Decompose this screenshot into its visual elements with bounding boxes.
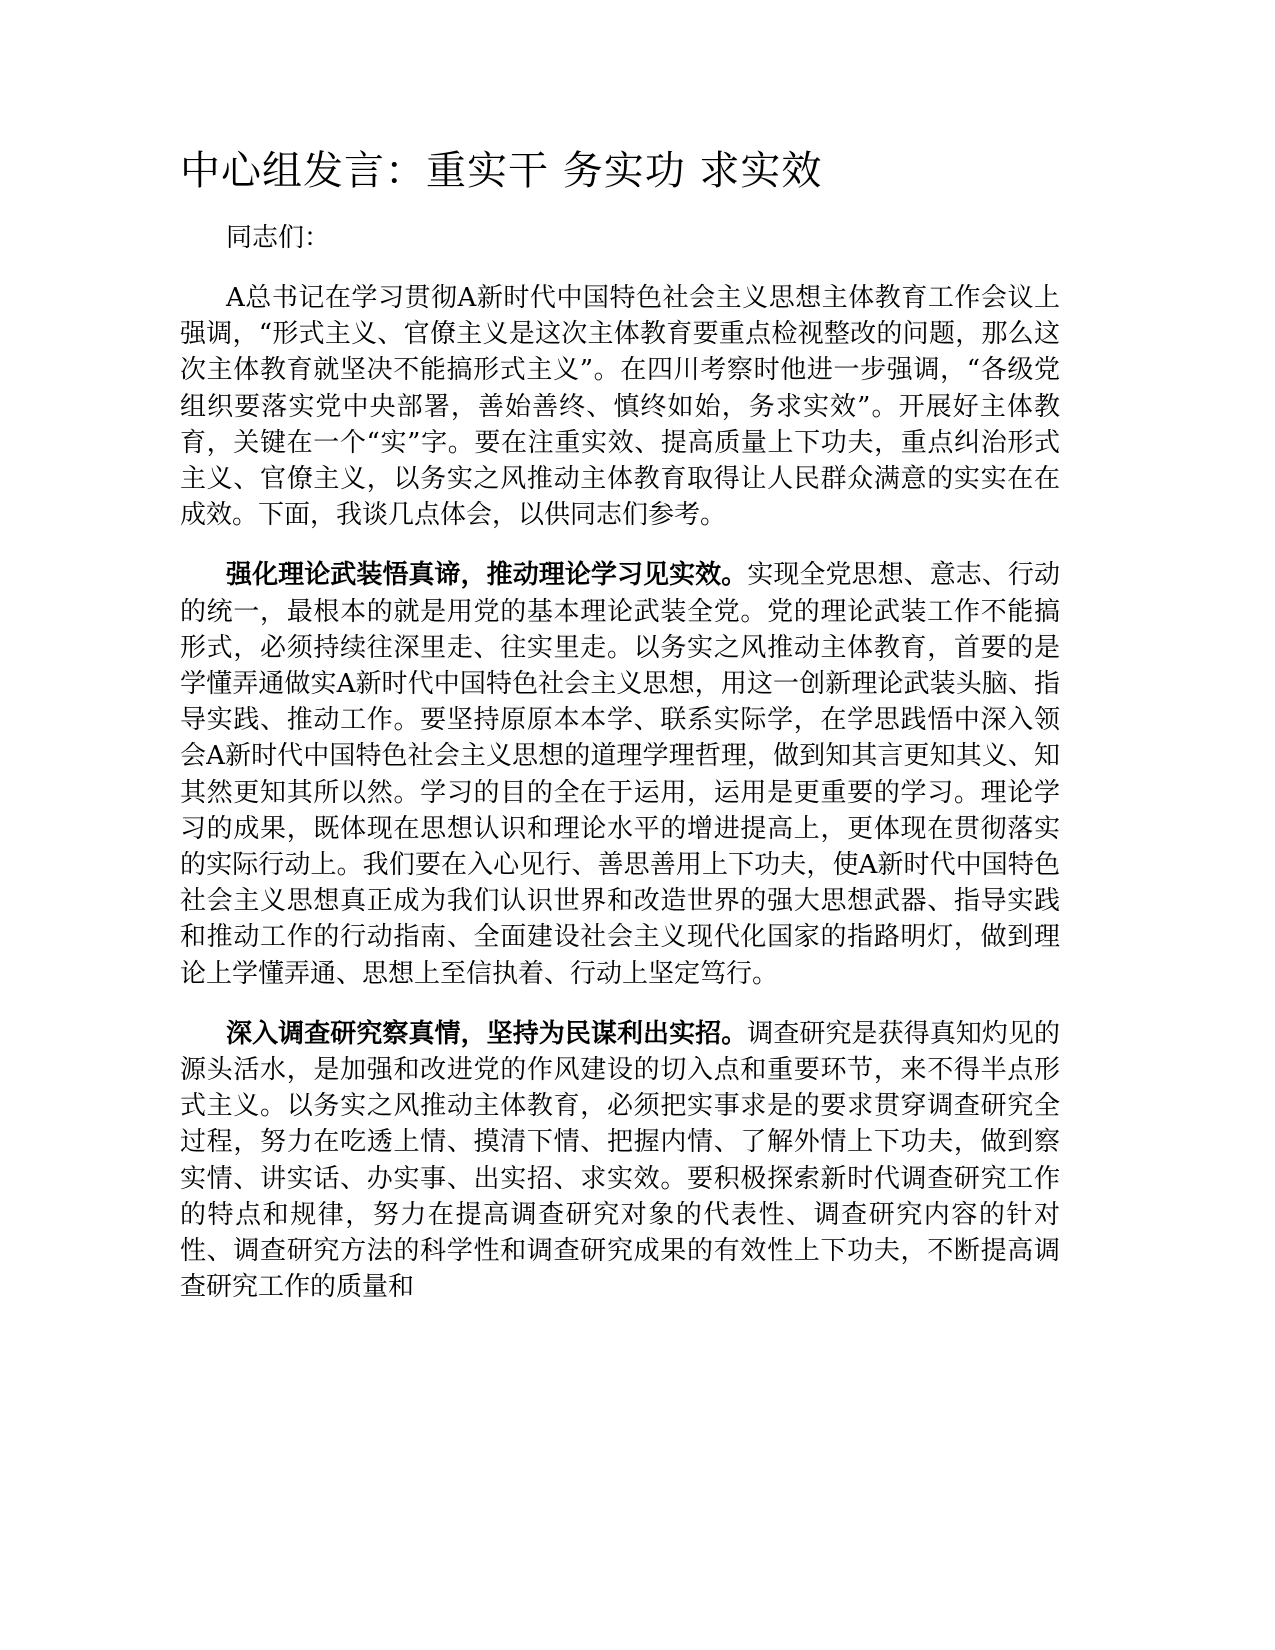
paragraph-text: 调查研究是获得真知灼见的源头活水，是加强和改进党的作风建设的切入点和重要环节，来不得半点形式主义。以务实之风推动主体教育，必须把实事求是的要求贯穿调查研究全过程，努力在吃透上情、摸清下情、把握内情、了解外情上下功夫，做到察实情、讲实话、办实事、出实招、求实效。要积极探索新时代调查研究工作的特点和规律，努力在提高调查研究对象的代表性、调查研究内容的针对性、调查研究方法的科学性和调查研究成果的有效性上下功夫，不断提高调查研究工作的质量和: [180, 1018, 1060, 1303]
paragraph-text: A总书记在学习贯彻A新时代中国特色社会主义思想主体教育工作会议上强调，“形式主义、官僚主义是这次主体教育要重点检视整改的问题，那么这次主体教育就坚决不能搞形式主义”。在四川考察时他进一步强调，“各级党组织要落实党中央部署，善始善终、慎终如始，务求实效”。开展好主体教育，关键在一个“实”字。要在注重实效、提高质量上下功夫，重点纠治形式主义、官僚主义，以务实之风推动主体教育取得让人民群众满意的实实在在成效。下面，我谈几点体会，以供同志们参考。: [180, 283, 1060, 531]
paragraph-investigation-research: [180, 1016, 1060, 1306]
salutation: 同志们：: [226, 223, 331, 253]
paragraph-heading: 深入调查研究察真情，坚持为民谋利出实招。: [226, 1018, 748, 1049]
paragraph-heading: 强化理论武装悟真谛，推动理论学习见实效。: [226, 560, 748, 591]
paragraph-intro: [180, 280, 1060, 533]
document-page: [180, 140, 1060, 1329]
paragraph-theory-study: [180, 557, 1060, 991]
document-title: 中心组发言：重实干 务实功 求实效: [180, 148, 823, 194]
paragraph-text: 实现全党思想、意志、行动的统一，最根本的就是用党的基本理论武装全党。党的理论武装工作不能搞形式，必须持续往深里走、往实里走。以务实之风推动主体教育，首要的是学懂弄通做实A新时代中国特色社会主义思想，用这一创新理论武装头脑、指导实践、推动工作。要坚持原原本本学、联系实际学，在学思践悟中深入领会A新时代中国特色社会主义思想的道理学理哲理，做到知其言更知其义、知其然更知其所以然。学习的目的全在于运用，运用是更重要的学习。理论学习的成果，既体现在思想认识和理论水平的增进提高上，更体现在贯彻落实的实际行动上。我们要在入心见行、善思善用上下功夫，使A新时代中国特色社会主义思想真正成为我们认识世界和改造世界的强大思想武器、指导实践和推动工作的行动指南、全面建设社会主义现代化国家的指路明灯，做到理论上学懂弄通、思想上至信执着、行动上坚定笃行。: [180, 560, 1060, 989]
